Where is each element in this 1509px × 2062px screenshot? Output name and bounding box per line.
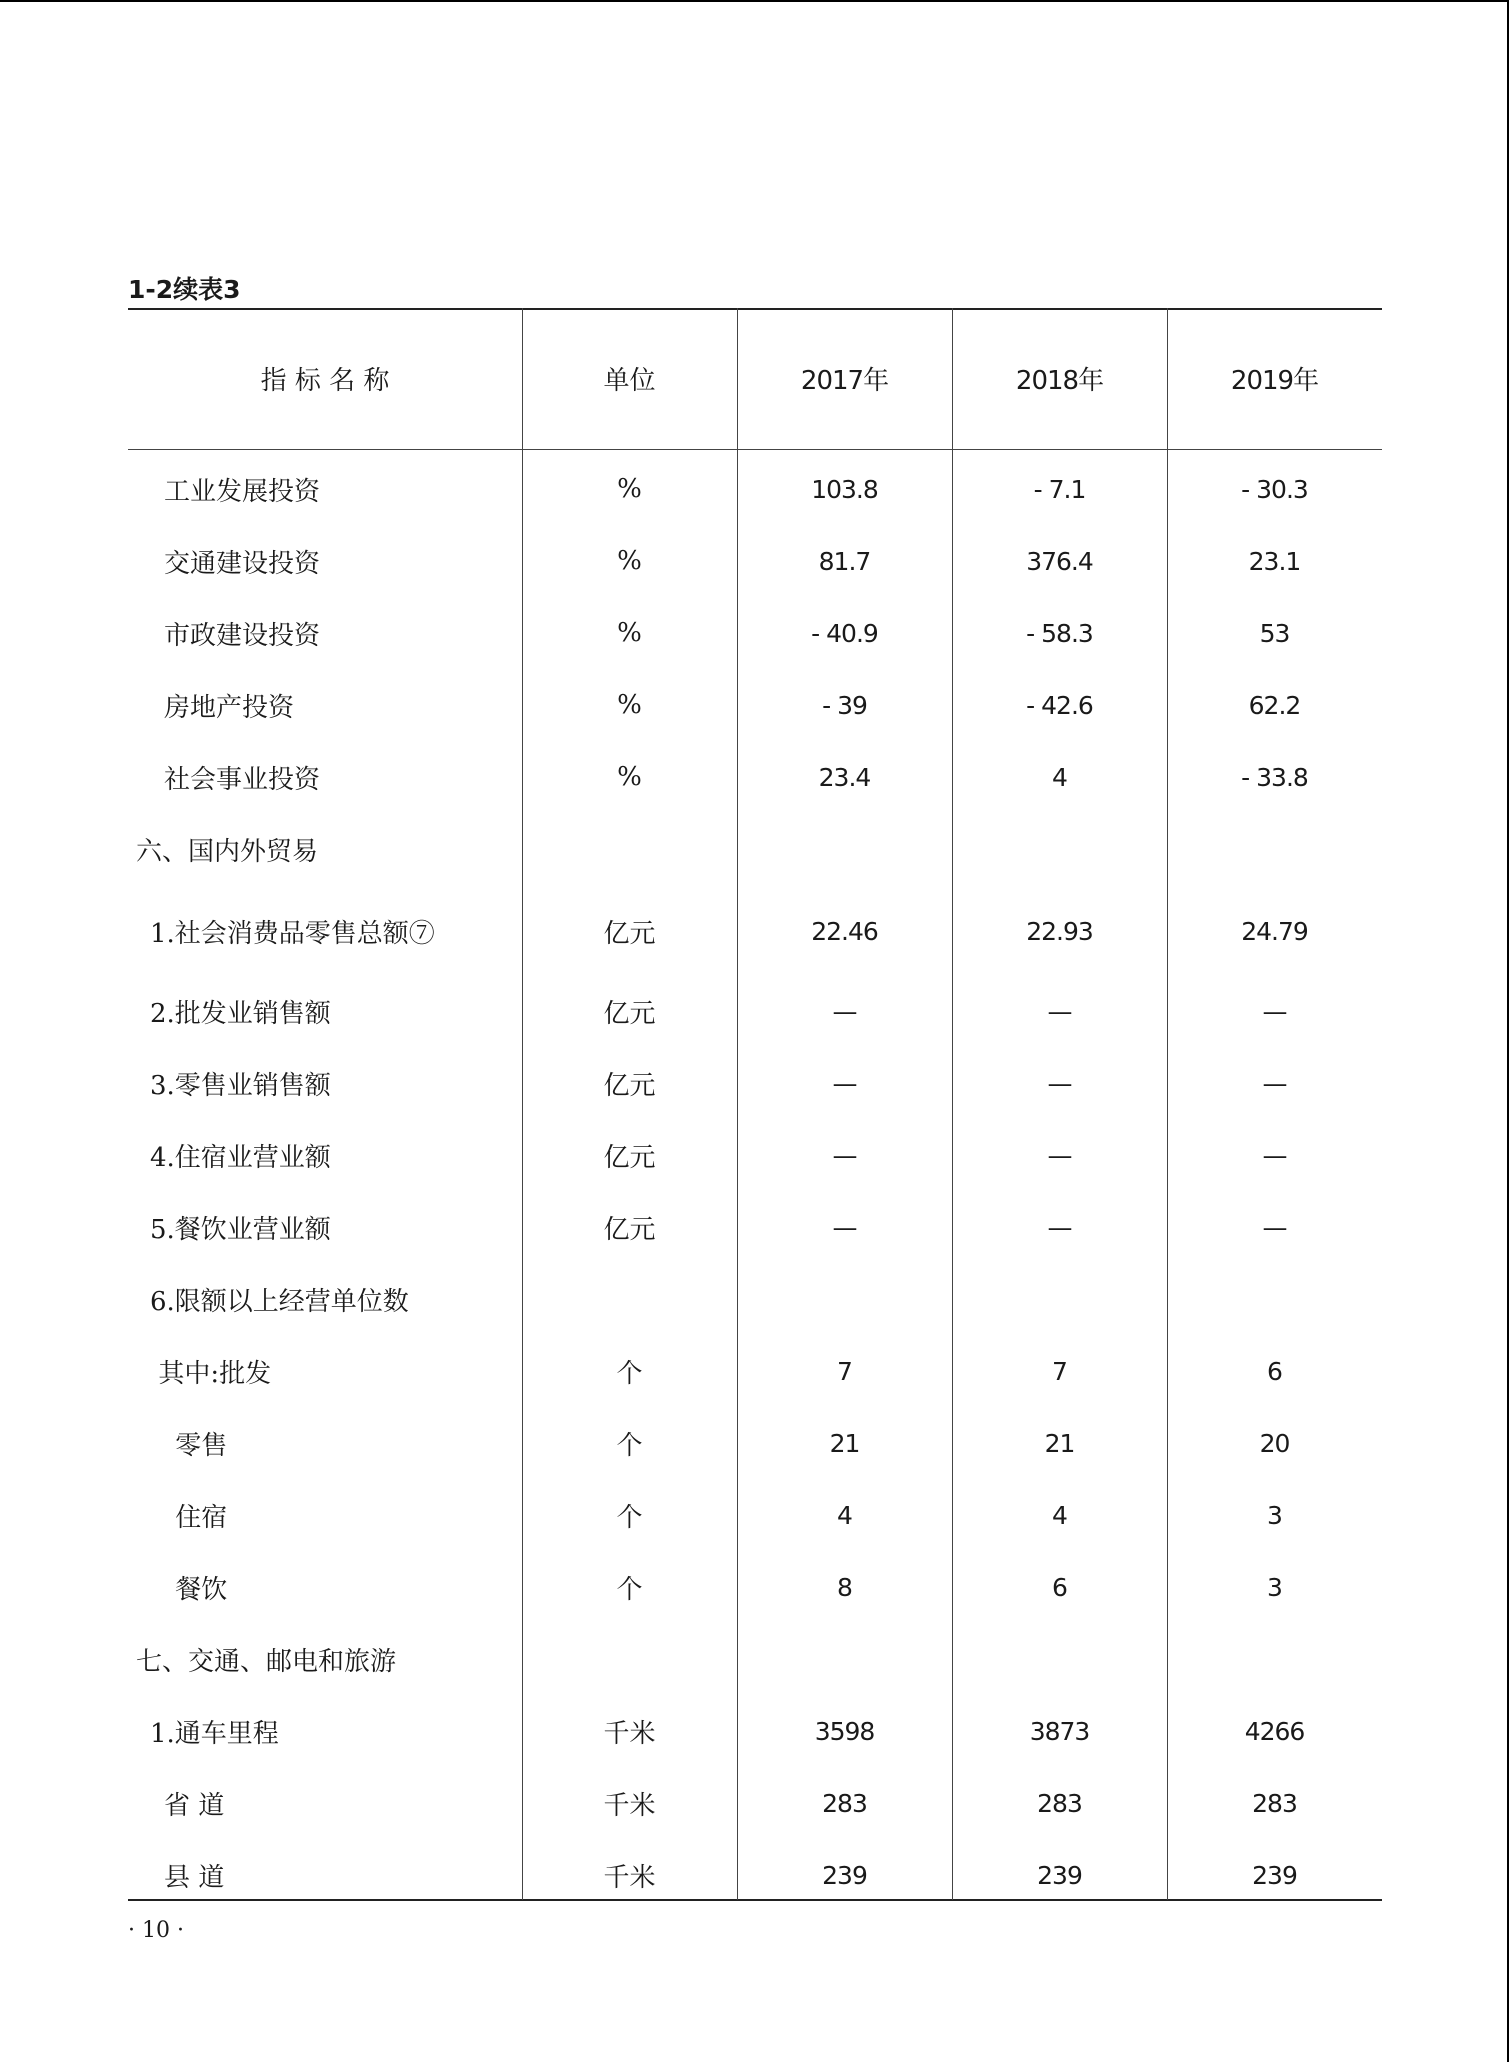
row-value-2018 — [952, 1279, 1167, 1319]
page-border-top — [0, 0, 1509, 2]
row-unit: 个 — [616, 1358, 643, 1389]
row-value-2019 — [1167, 1639, 1382, 1679]
row-value-2018: 239 — [1037, 1860, 1082, 1890]
table-row — [128, 1567, 1382, 1607]
table-row — [128, 1423, 1382, 1463]
row-value-2019 — [1167, 829, 1382, 869]
row-value-2019: — — [1262, 996, 1287, 1026]
row-value-2017 — [737, 1279, 952, 1319]
row-value-2019: 3 — [1267, 1572, 1282, 1602]
row-indicator-name: 市政建设投资 — [164, 620, 321, 651]
row-value-2018 — [952, 829, 1167, 869]
row-value-2017: 103.8 — [811, 474, 878, 504]
row-value-2019: 20 — [1259, 1428, 1290, 1458]
row-value-2017 — [737, 1639, 952, 1679]
row-value-2017: 7 — [837, 1356, 852, 1386]
row-indicator-name: 餐饮 — [175, 1574, 228, 1605]
row-unit — [522, 829, 737, 869]
header-unit: 单位 — [603, 366, 656, 396]
row-unit: % — [617, 474, 642, 504]
row-value-2017: - 39 — [822, 690, 867, 720]
row-value-2018: - 58.3 — [1026, 618, 1093, 648]
table-row — [128, 1351, 1382, 1391]
row-value-2019: — — [1262, 1212, 1287, 1242]
row-value-2017: - 40.9 — [811, 618, 878, 648]
header-2017: 2017年 — [800, 366, 889, 396]
row-unit: % — [617, 618, 642, 648]
row-value-2019: 4266 — [1244, 1716, 1305, 1746]
page-number: · 10 · — [128, 1918, 184, 1943]
row-value-2019: 283 — [1252, 1788, 1297, 1818]
table-row — [128, 469, 1382, 509]
row-value-2017: 4 — [837, 1500, 852, 1530]
row-value-2018: 21 — [1044, 1428, 1075, 1458]
row-unit: 个 — [616, 1430, 643, 1461]
row-unit: 亿元 — [603, 1142, 656, 1173]
table-row — [128, 1207, 1382, 1247]
row-value-2019: — — [1262, 1068, 1287, 1098]
row-value-2018: — — [1047, 1212, 1072, 1242]
row-value-2019: 6 — [1267, 1356, 1282, 1386]
row-value-2018: 3873 — [1029, 1716, 1090, 1746]
row-value-2017: 81.7 — [818, 546, 871, 576]
row-value-2018: - 7.1 — [1033, 474, 1086, 504]
row-value-2019: - 30.3 — [1241, 474, 1308, 504]
row-value-2019: - 33.8 — [1241, 762, 1308, 792]
row-value-2018: 22.93 — [1026, 916, 1093, 946]
row-value-2017: — — [832, 996, 857, 1026]
table-row — [128, 829, 1382, 869]
row-indicator-name: 3.零售业销售额 — [150, 1070, 331, 1101]
row-value-2019: 24.79 — [1241, 916, 1308, 946]
row-indicator-name: 1.通车里程 — [150, 1718, 279, 1749]
header-2019: 2019年 — [1230, 366, 1319, 396]
row-unit: % — [617, 690, 642, 720]
table-row — [128, 1279, 1382, 1319]
row-value-2019: 53 — [1259, 618, 1290, 648]
table-row — [128, 1783, 1382, 1823]
row-indicator-name: 县 道 — [164, 1862, 225, 1893]
row-value-2018: — — [1047, 1140, 1072, 1170]
row-unit: 亿元 — [603, 1214, 656, 1245]
row-value-2017: 21 — [829, 1428, 860, 1458]
table-row — [128, 1639, 1382, 1679]
table-row — [128, 541, 1382, 581]
row-value-2017: 8 — [837, 1572, 852, 1602]
row-unit: % — [617, 762, 642, 792]
row-unit: 千米 — [603, 1790, 656, 1821]
row-value-2018: 376.4 — [1026, 546, 1093, 576]
row-value-2017: 23.4 — [818, 762, 871, 792]
row-value-2018 — [952, 1639, 1167, 1679]
row-unit — [522, 1279, 737, 1319]
row-value-2019: 23.1 — [1248, 546, 1301, 576]
row-unit: 千米 — [603, 1718, 656, 1749]
row-indicator-name: 房地产投资 — [164, 692, 295, 723]
row-indicator-name: 6.限额以上经营单位数 — [150, 1286, 409, 1317]
row-indicator-name: 省 道 — [164, 1790, 225, 1821]
row-unit — [522, 1639, 737, 1679]
table-header-rule — [128, 449, 1382, 450]
row-value-2018: 7 — [1052, 1356, 1067, 1386]
row-value-2018: — — [1047, 1068, 1072, 1098]
row-value-2017: — — [832, 1068, 857, 1098]
row-value-2018: 4 — [1052, 762, 1067, 792]
row-indicator-name: 5.餐饮业营业额 — [150, 1214, 331, 1245]
row-indicator-name: 住宿 — [175, 1502, 228, 1533]
row-indicator-name: 工业发展投资 — [164, 476, 321, 507]
row-unit: 亿元 — [603, 918, 656, 949]
table-title: 1-2续表3 — [128, 275, 241, 304]
row-indicator-name: 1.社会消费品零售总额⑦ — [150, 918, 435, 949]
table-bottom-rule — [128, 1899, 1382, 1901]
row-indicator-name: 其中:批发 — [158, 1358, 272, 1389]
row-value-2017: 283 — [822, 1788, 867, 1818]
row-value-2019: 62.2 — [1248, 690, 1301, 720]
row-value-2019: 3 — [1267, 1500, 1282, 1530]
row-unit: % — [617, 546, 642, 576]
row-value-2017: 22.46 — [811, 916, 878, 946]
table-row — [128, 757, 1382, 797]
row-value-2018: - 42.6 — [1026, 690, 1093, 720]
row-indicator-name: 4.住宿业营业额 — [150, 1142, 331, 1173]
row-indicator-name: 交通建设投资 — [164, 548, 321, 579]
table-row — [128, 1711, 1382, 1751]
header-2018: 2018年 — [1015, 366, 1104, 396]
row-value-2019: — — [1262, 1140, 1287, 1170]
row-unit: 千米 — [603, 1862, 656, 1893]
row-value-2019: 239 — [1252, 1860, 1297, 1890]
table-row — [128, 685, 1382, 725]
table-row — [128, 1135, 1382, 1175]
row-value-2017: 3598 — [814, 1716, 875, 1746]
table-row — [128, 613, 1382, 653]
table-row — [128, 1063, 1382, 1103]
row-indicator-name: 七、交通、邮电和旅游 — [136, 1646, 397, 1677]
row-unit: 个 — [616, 1574, 643, 1605]
row-unit: 亿元 — [603, 1070, 656, 1101]
table-row — [128, 991, 1382, 1031]
table-row — [128, 911, 1382, 951]
row-indicator-name: 2.批发业销售额 — [150, 998, 331, 1029]
table-row — [128, 1855, 1382, 1895]
row-unit: 个 — [616, 1502, 643, 1533]
table-row — [128, 1495, 1382, 1535]
row-indicator-name: 六、国内外贸易 — [136, 836, 319, 867]
row-value-2017: — — [832, 1212, 857, 1242]
header-indicator-name: 指 标 名 称 — [260, 366, 390, 396]
row-indicator-name: 社会事业投资 — [164, 764, 321, 795]
row-value-2018: — — [1047, 996, 1072, 1026]
row-unit: 亿元 — [603, 998, 656, 1029]
row-value-2017: 239 — [822, 1860, 867, 1890]
row-value-2018: 283 — [1037, 1788, 1082, 1818]
row-value-2017 — [737, 829, 952, 869]
row-value-2017: — — [832, 1140, 857, 1170]
row-indicator-name: 零售 — [175, 1430, 228, 1461]
row-value-2018: 4 — [1052, 1500, 1067, 1530]
row-value-2019 — [1167, 1279, 1382, 1319]
row-value-2018: 6 — [1052, 1572, 1067, 1602]
